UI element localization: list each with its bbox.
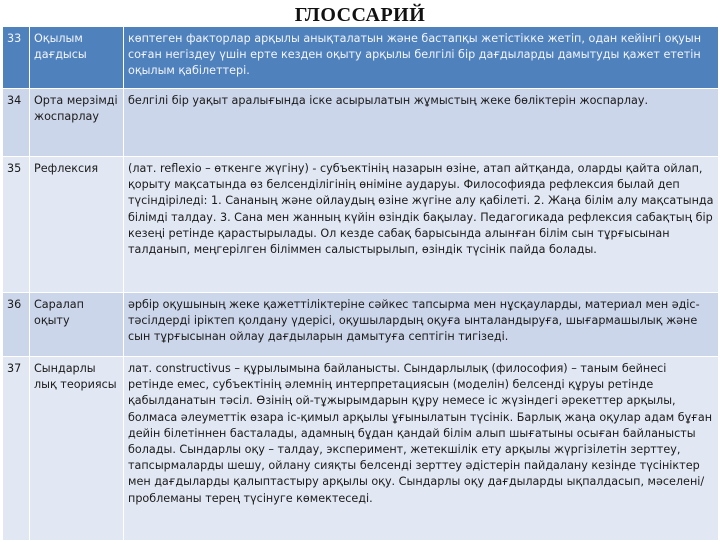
table-row	[3, 27, 719, 89]
row-number: 34	[3, 89, 30, 157]
definition-cell: лат. constructivus – құрылымына байланысты. Сындарлылық (философия) – таным бейнесі ретінде емес, субъектінің әлемнің интерпретациясын (моделін) белсенді құруы ретінде қабылданатын тәсіл. Өзінің ой-тұжырымдарын құру немесе іс жүзіндегі әрекеттер арқылы, болмаса әлеуметтік өзара іс-қимыл арқылы ұғынылатын түсінік. Барлық жаңа оқулар адам бұған дейін білетіннен басталады, адамның бұдан қандай білім алып шығатыны осыған байланысты болады. Сындарлы оқу – талдау, эксперимент, жетекшілік ету арқылы жүргізілетін зерттеу, тапсырмаларды шешу, ойлану сияқты белсенді зерттеу әдістерін пайдалану кезінде түсініктер мен дағдыларды қалыптастыру арқылы оқу. Сындарлы оқу дағдыларды ықпалдасып, мәселені/проблеманы терең түсінуге көмектеседі.	[124, 357, 719, 541]
definition-cell: белгілі бір уақыт аралығында іске асырылатын жұмыстың жеке бөліктерін жоспарлау.	[124, 89, 719, 157]
definition-cell: (лат. reflexio – өткенге жүгіну) - субъектінің назарын өзіне, атап айтқанда, оларды қайта ойлап, қорыту мақсатында өз белсенділігінің өніміне аударуы. Философияда рефлексия былай деп түсіндіріледі: 1. Сананың және ойлаудың өзіне жүгіне алу қабілеті. 2. Жаңа білім алу мақсатында білімді талдау. 3. Сана мен жанның күйін өзіндік бақылау. Педагогикада рефлексия сабақтың бір кезеңі ретінде қарастырылады. Ол кезде сабақ барысында алынған білім сын тұрғысынан талданып, меңгерілген біліммен салыстырылып, өзіндік түсінік пайда болады.	[124, 157, 719, 293]
row-number: 37	[3, 357, 30, 541]
table-row	[3, 357, 719, 541]
table-row	[3, 293, 719, 357]
row-number: 36	[3, 293, 30, 357]
definition-cell: әрбір оқушының жеке қажеттіліктеріне сәйкес тапсырма мен нұсқауларды, материал мен әдіс-тәсілдерді іріктеп қолдану үдерісі, оқушылардың оқуға ынталандыруға, шығармашылық және сын тұрғысынан ойлау дағдыларын дамытуға септігін тигізеді.	[124, 293, 719, 357]
term-cell: Орта мерзімді жоспарлау	[30, 89, 124, 157]
term-cell: Оқылым дағдысы	[30, 27, 124, 89]
row-number: 35	[3, 157, 30, 293]
page-title: ГЛОССАРИЙ	[0, 0, 720, 26]
table-row	[3, 157, 719, 293]
term-cell: Рефлексия	[30, 157, 124, 293]
glossary-table	[2, 26, 719, 541]
term-cell: Саралап оқыту	[30, 293, 124, 357]
row-number: 33	[3, 27, 30, 89]
table-row	[3, 89, 719, 157]
term-cell: Сындарлы лық теориясы	[30, 357, 124, 541]
definition-cell: көптеген факторлар арқылы анықталатын және бастапқы жетістікке жетіп, одан кейінгі оқуын соған негіздеу үшін ерте кезден оқыту арқылы белгілі бір дағдыларды дамытуды қажет ететін оқылым қабілеттері.	[124, 27, 719, 89]
